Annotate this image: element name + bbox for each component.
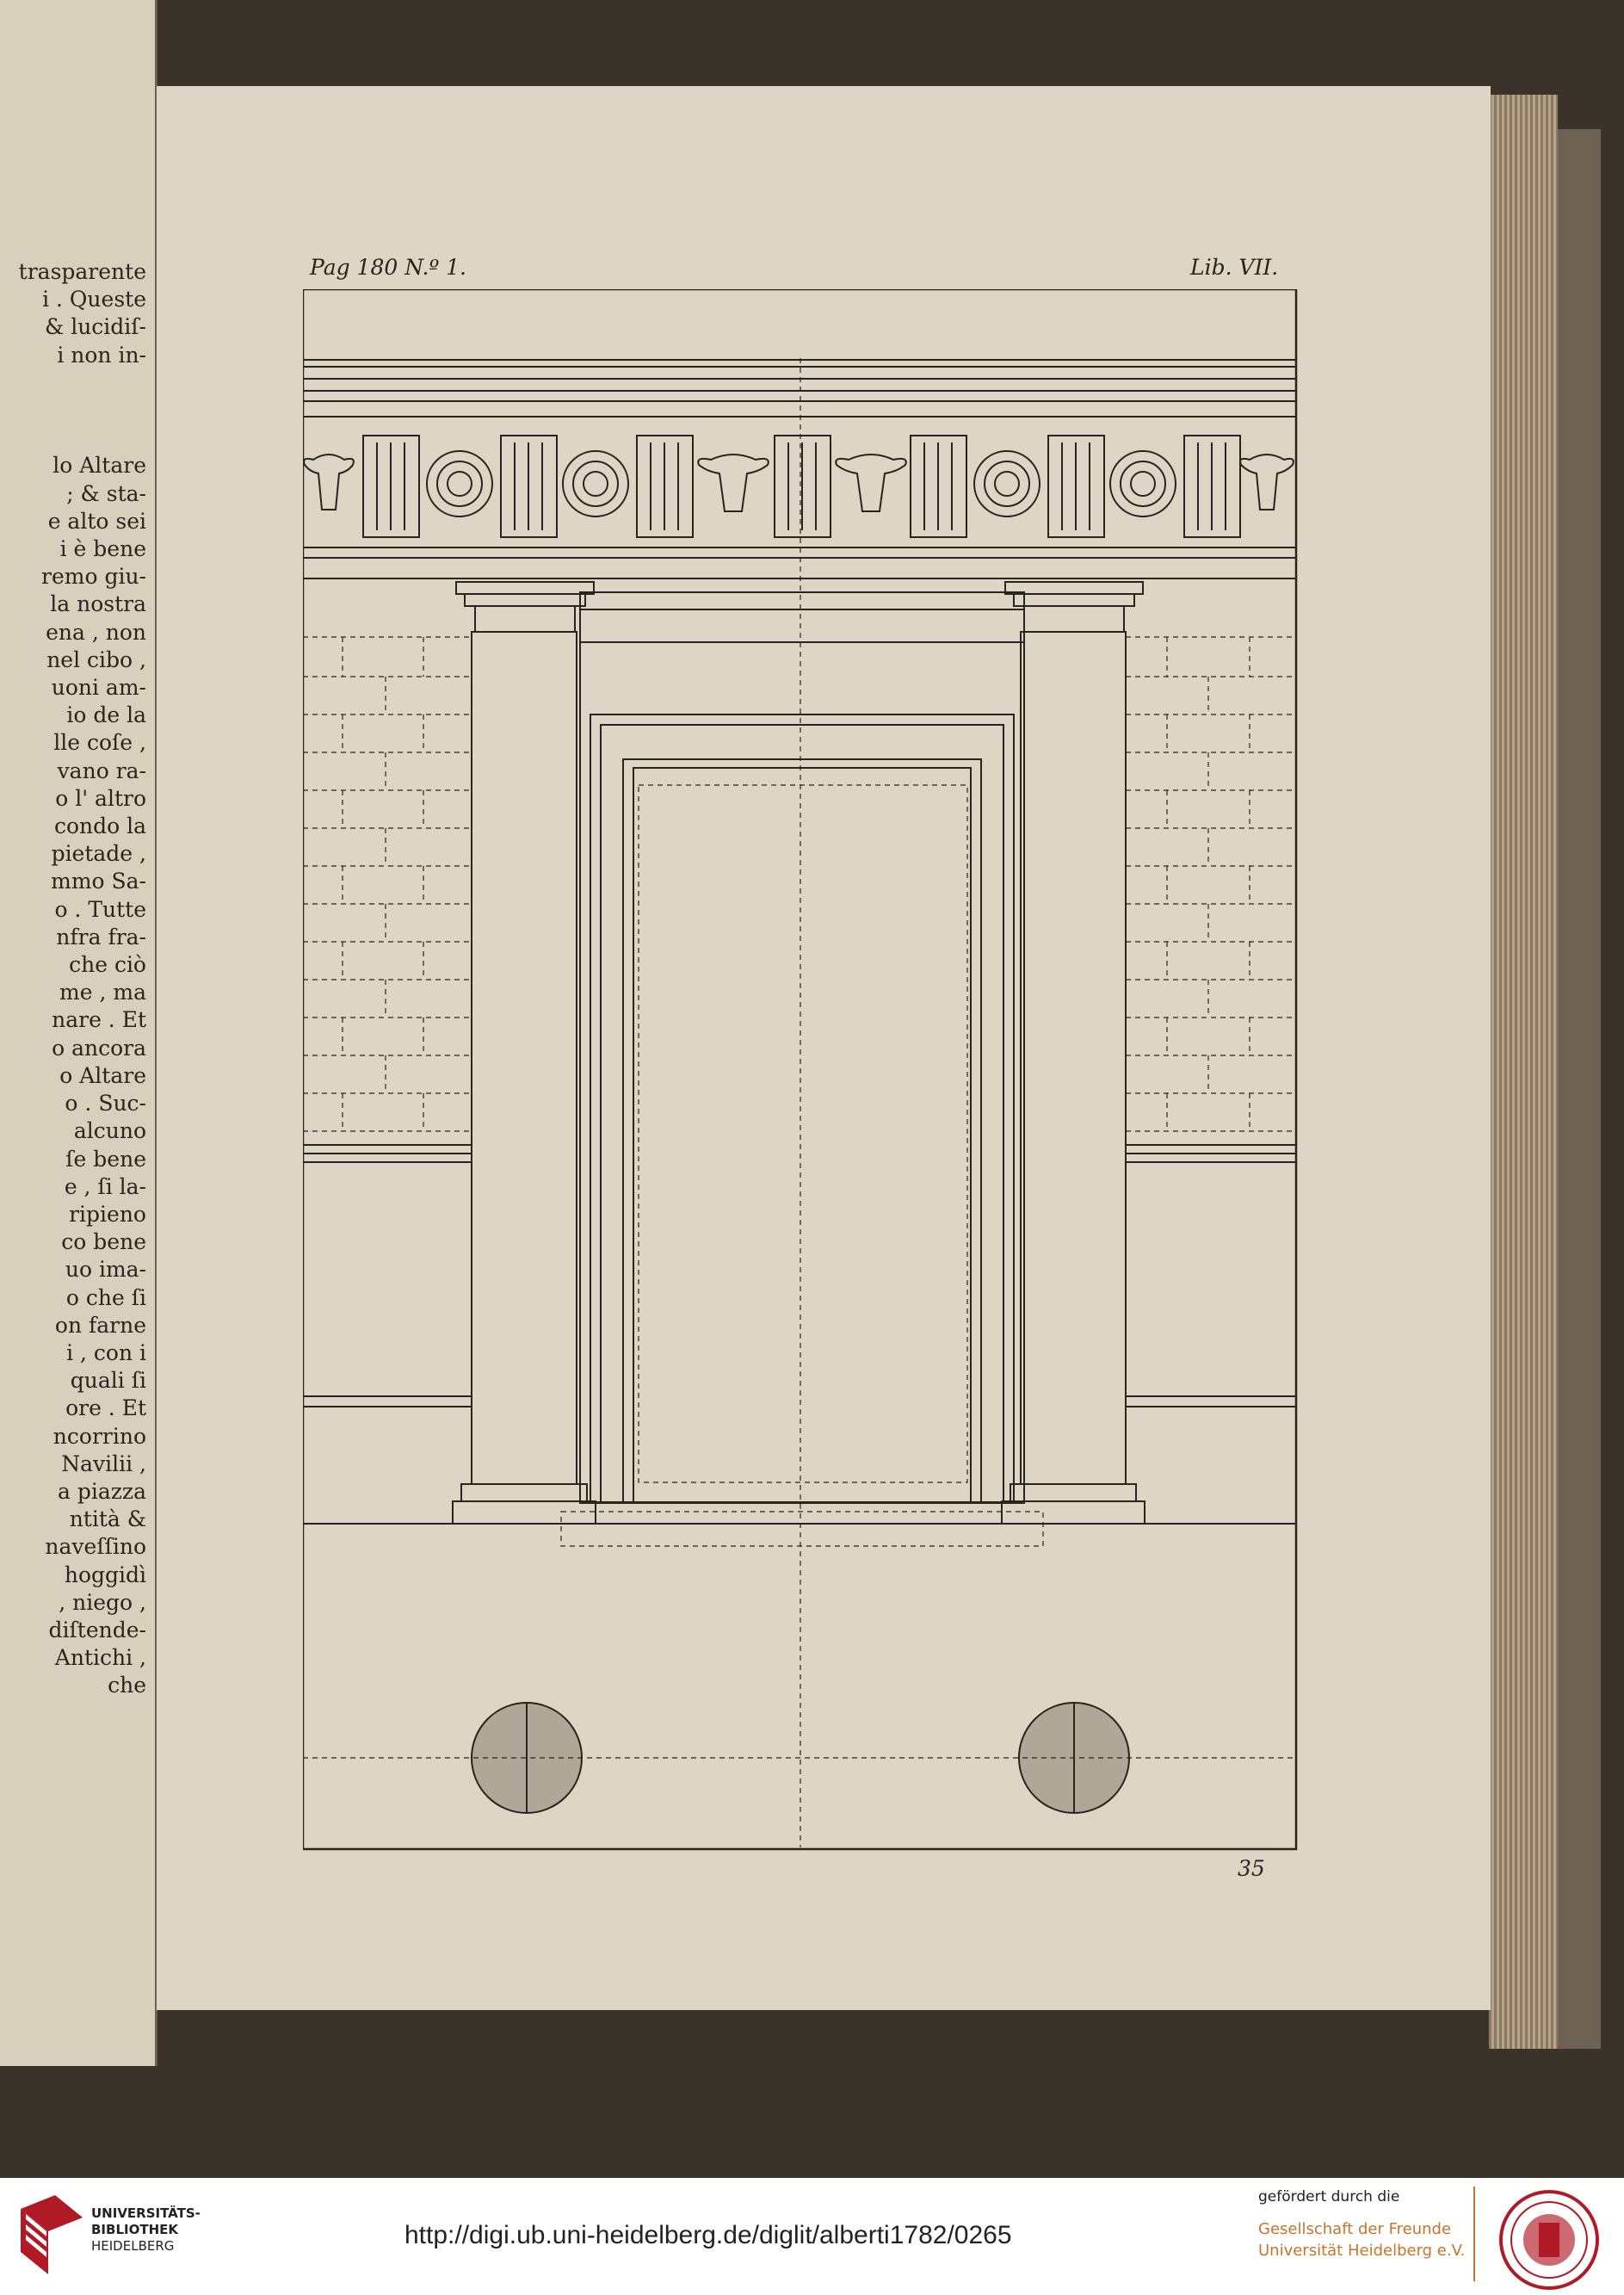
left-page-line: a piazza <box>57 1478 146 1504</box>
left-page-line: lo Altare <box>52 453 146 479</box>
bucranium <box>1240 455 1294 510</box>
library-name <box>91 2205 201 2255</box>
left-page-line: o . Tutte <box>54 896 146 922</box>
door-lintel <box>580 609 1024 642</box>
left-page-line: nfra fra- <box>56 924 146 950</box>
sponsor-name-line: Universität Heidelberg e.V. <box>1258 2242 1466 2260</box>
right-column <box>1002 582 1145 1524</box>
left-page-line: la nostra <box>50 591 146 617</box>
left-page-line: ntità & <box>69 1506 146 1532</box>
door-leaf <box>639 785 967 1482</box>
left-page-line: o l' altro <box>55 785 146 811</box>
left-page-line: ; & sta- <box>66 480 146 506</box>
door-lintel <box>580 592 1024 609</box>
left-page-line: pietade , <box>51 841 146 867</box>
masonry-right <box>1126 637 1296 1131</box>
left-page-line: e , ſi la- <box>64 1173 146 1199</box>
university-seal-icon <box>1497 2188 1601 2292</box>
plate-caption-left: Pag 180 N.º 1. <box>310 255 466 280</box>
left-page-line: i . Queste <box>42 287 146 312</box>
left-page-line: naveſſino <box>45 1534 146 1560</box>
left-page-line: ſe bene <box>65 1146 146 1172</box>
left-column <box>453 582 596 1524</box>
left-page-line <box>0 397 146 424</box>
library-name-line: UNIVERSITÄTS- <box>91 2205 201 2221</box>
door-frame <box>601 725 1003 1502</box>
plate-number: 35 <box>1238 1856 1265 1881</box>
left-page-line: me , ma <box>59 980 146 1005</box>
rosette <box>563 451 628 517</box>
footer-divider <box>1473 2187 1475 2281</box>
left-page-line <box>0 424 146 452</box>
left-page-line <box>0 369 146 397</box>
left-page-line: ripieno <box>69 1201 146 1227</box>
rosette <box>974 451 1040 517</box>
left-page-line: vano ra- <box>57 758 146 783</box>
bucranium <box>836 455 905 511</box>
left-page-line: condo la <box>53 813 146 839</box>
left-page-line: i è bene <box>59 536 146 562</box>
left-page-line: i non in- <box>57 342 146 368</box>
triglyph <box>1184 436 1240 537</box>
left-page-line: co bene <box>61 1229 146 1255</box>
left-page <box>0 0 157 2066</box>
rosette <box>427 451 492 517</box>
triglyph <box>911 436 966 537</box>
left-page-line: o Altare <box>59 1062 146 1088</box>
left-page-line: nare . Et <box>52 1007 146 1033</box>
page-edges <box>1489 95 1558 2049</box>
left-page-line: remo giu- <box>41 564 146 590</box>
left-page-line: e alto sei <box>47 508 146 534</box>
plate-caption-right: Lib. VII. <box>1190 255 1279 280</box>
triglyph <box>775 436 831 537</box>
door-plan <box>561 1512 1043 1546</box>
masonry-left <box>303 637 472 1131</box>
architectural-plate <box>303 289 1301 1856</box>
left-page-line: lle coſe , <box>53 730 146 756</box>
left-page-line: io de la <box>66 702 146 728</box>
door-frame <box>633 768 971 1502</box>
left-page-line: uoni am- <box>51 675 146 701</box>
ub-logo-icon <box>17 2192 86 2278</box>
column-plan-left <box>472 1703 582 1813</box>
permalink-url[interactable]: http://digi.ub.uni-heidelberg.de/diglit/alberti1782/0265 <box>404 2221 1012 2249</box>
left-page-line: , niego , <box>59 1589 146 1615</box>
sponsor-name[interactable] <box>1258 2218 1465 2261</box>
door-frame <box>623 759 981 1502</box>
left-page-line: nel cibo , <box>46 646 146 672</box>
triglyph <box>637 436 693 537</box>
left-page-line: ncorrino <box>52 1423 146 1449</box>
door-frame-outer <box>580 642 1024 1503</box>
left-page-line: quali ſi <box>70 1368 146 1394</box>
sponsor-intro: gefördert durch die <box>1258 2188 1400 2205</box>
rosette <box>1110 451 1176 517</box>
left-page-line: hoggidì <box>64 1562 146 1587</box>
left-page-line: o . Suc- <box>65 1091 146 1117</box>
bucranium <box>698 455 768 511</box>
left-page-line: che <box>108 1673 146 1698</box>
triglyph <box>1048 436 1104 537</box>
left-page-line: Navilii , <box>61 1451 146 1476</box>
left-page-line: ore . Et <box>65 1395 146 1421</box>
left-page-line: diſtende- <box>48 1617 146 1642</box>
left-page-line: on farne <box>54 1312 146 1338</box>
left-page-line: alcuno <box>73 1118 146 1144</box>
left-page-line: i , con i <box>66 1339 146 1365</box>
plate-frame <box>303 289 1296 1849</box>
bucranium <box>304 455 354 510</box>
triglyph <box>363 436 419 537</box>
library-name-line: HEIDELBERG <box>91 2238 175 2254</box>
left-page-line: Antichi , <box>54 1645 146 1671</box>
triglyph <box>501 436 557 537</box>
left-page-line: ena , non <box>46 619 146 645</box>
door-frame <box>590 714 1014 1502</box>
left-page-line: che ciò <box>69 952 146 978</box>
left-page-line: uo ima- <box>65 1257 146 1283</box>
left-page-line: o che ſi <box>65 1284 146 1310</box>
left-page-line: trasparente <box>18 259 146 284</box>
sponsor-name-line: Gesellschaft der Freunde <box>1258 2220 1452 2238</box>
left-page-line: o ancora <box>52 1035 146 1061</box>
left-page-line: mmo Sa- <box>51 869 146 894</box>
library-name-line: BIBLIOTHEK <box>91 2222 178 2237</box>
left-page-text <box>0 258 146 1700</box>
left-page-line: & lucidiſ- <box>45 314 146 340</box>
